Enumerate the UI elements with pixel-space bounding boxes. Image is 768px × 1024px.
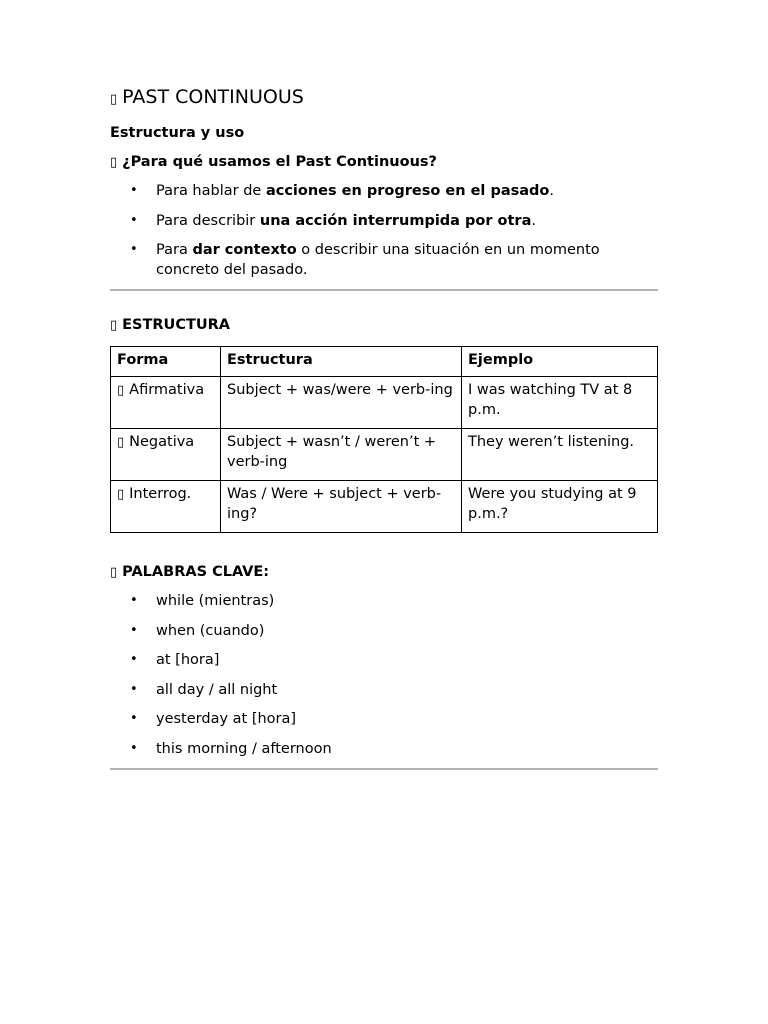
cell-estructura: Subject + wasn’t / weren’t + verb-ing <box>221 429 462 481</box>
list-item <box>110 739 658 759</box>
cell-ejemplo: They weren’t listening. <box>462 429 658 481</box>
keywords-list <box>110 591 658 759</box>
bullet-icon: • <box>130 212 138 228</box>
keyword-text: all day / all night <box>156 681 278 698</box>
bullet-icon: • <box>130 711 138 726</box>
forma-text: Negativa <box>129 434 195 450</box>
use-text: Para <box>156 242 193 258</box>
cell-estructura: Subject + was/were + verb-ing <box>221 377 462 429</box>
use-emphasis: una acción interrumpida por otra <box>259 212 532 229</box>
table-row <box>111 429 658 481</box>
cell-ejemplo: I was watching TV at 8 p.m. <box>462 377 658 429</box>
cell-estructura: Was / Were + subject + verb-ing? <box>221 481 462 533</box>
pin-icon: ▯ <box>110 155 118 170</box>
list-item <box>110 181 658 201</box>
header-ejemplo: Ejemplo <box>462 347 658 377</box>
check-icon: ▯ <box>117 383 125 398</box>
bullet-icon: • <box>130 242 138 257</box>
keyword-text: yesterday at [hora] <box>156 711 297 727</box>
subtitle: Estructura y uso <box>110 125 245 141</box>
uses-question-text: ¿Para qué usamos el Past Continuous? <box>122 154 437 170</box>
cross-icon: ▯ <box>117 435 125 450</box>
list-item <box>110 240 658 280</box>
list-item <box>110 621 658 641</box>
list-item <box>110 591 658 611</box>
bullet-icon: • <box>130 622 138 638</box>
structure-table <box>110 346 658 533</box>
list-item <box>110 650 658 670</box>
header-estructura: Estructura <box>221 347 462 377</box>
use-text: Para hablar de <box>156 183 266 199</box>
key-icon: ▯ <box>110 565 118 580</box>
document-title <box>110 84 658 113</box>
wrench-icon: ▯ <box>110 318 118 333</box>
document-page <box>110 84 658 770</box>
cell-forma <box>111 429 221 481</box>
bullet-icon: • <box>130 681 138 697</box>
bullet-icon: • <box>130 652 138 667</box>
structure-heading <box>110 315 658 336</box>
list-item <box>110 211 658 231</box>
cell-forma <box>111 377 221 429</box>
forma-text: Afirmativa <box>129 382 205 398</box>
use-text-end: . <box>531 212 536 229</box>
bullet-icon: • <box>130 593 138 608</box>
title-text: PAST CONTINUOUS <box>122 86 304 108</box>
keyword-text: this morning / afternoon <box>156 740 332 757</box>
cell-ejemplo: Were you studying at 9 p.m.? <box>462 481 658 533</box>
uses-question <box>110 152 658 173</box>
bullet-icon: • <box>130 740 138 756</box>
cell-forma <box>111 481 221 533</box>
structure-heading-text: ESTRUCTURA <box>122 317 231 333</box>
use-text: Para describir <box>156 212 260 229</box>
list-item <box>110 680 658 700</box>
keyword-text: while (mientras) <box>156 593 275 609</box>
question-icon: ▯ <box>117 487 125 502</box>
book-icon: ▯ <box>110 92 118 107</box>
keywords-heading-text: PALABRAS CLAVE: <box>122 564 270 580</box>
keyword-text: at [hora] <box>156 652 220 668</box>
use-text-end: o describir una situación en un momento concreto del pasado. <box>156 242 600 278</box>
bullet-icon: • <box>130 183 138 198</box>
use-emphasis: dar contexto <box>192 242 297 258</box>
divider <box>110 768 658 770</box>
list-item <box>110 709 658 729</box>
table-row <box>111 481 658 533</box>
header-forma: Forma <box>111 347 221 377</box>
use-text-end: . <box>549 183 554 199</box>
keyword-text: when (cuando) <box>156 622 265 639</box>
uses-list <box>110 181 658 280</box>
keywords-heading <box>110 562 658 583</box>
forma-text: Interrog. <box>129 486 192 502</box>
table-header-row <box>111 347 658 377</box>
divider <box>110 289 658 291</box>
table-row <box>111 377 658 429</box>
use-emphasis: acciones en progreso en el pasado <box>265 183 550 199</box>
